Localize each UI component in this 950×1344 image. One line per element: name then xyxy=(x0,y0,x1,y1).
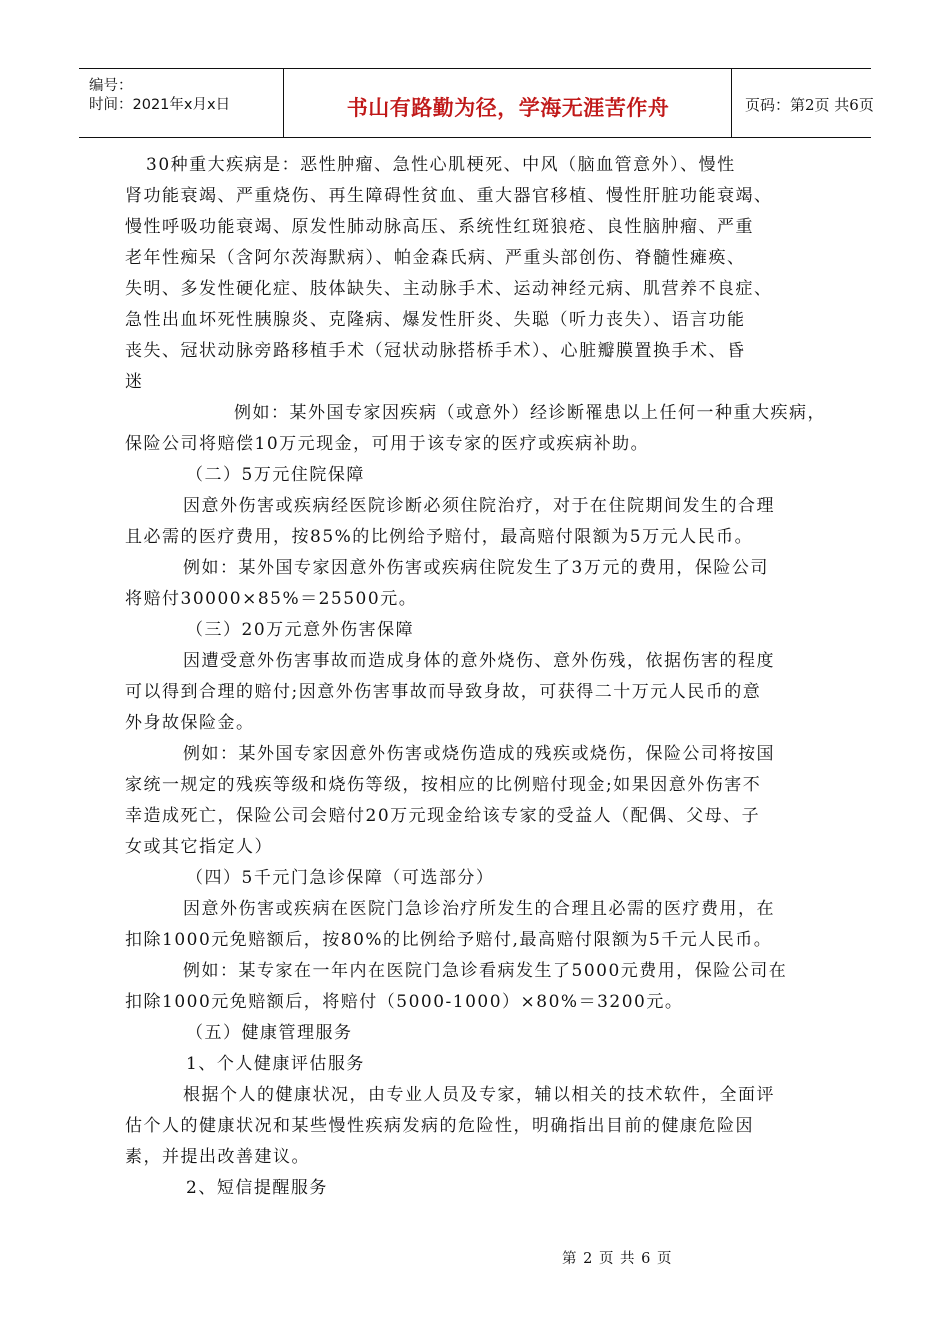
body-line: 可以得到合理的赔付;因意外伤害事故而导致身故，可获得二十万元人民币的意 xyxy=(125,682,762,702)
body-line: 因意外伤害或疾病在医院门急诊治疗所发生的合理且必需的医疗费用，在 xyxy=(183,899,775,919)
body-line: 女或其它指定人） xyxy=(125,837,273,857)
body-line: 例如：某专家在一年内在医院门急诊看病发生了5000元费用，保险公司在 xyxy=(183,961,788,981)
section-heading: （三）20万元意外伤害保障 xyxy=(186,620,415,640)
body-line: 根据个人的健康状况，由专业人员及专家，辅以相关的技术软件，全面评 xyxy=(183,1085,775,1105)
motto-text: 书山有路勤为径，学海无涯苦作舟 xyxy=(346,96,670,120)
body-line: 例如：某外国专家因意外伤害或疾病住院发生了3万元的费用，保险公司 xyxy=(183,558,769,578)
body-line: 老年性痴呆（含阿尔茨海默病）、帕金森氏病、严重头部创伤、脊髓性瘫痪、 xyxy=(125,248,746,268)
document-body xyxy=(125,150,826,1204)
header-table xyxy=(79,68,874,138)
subsection-heading: 2、短信提醒服务 xyxy=(186,1178,328,1198)
body-line: 迷 xyxy=(125,372,144,392)
section-heading: （四）5千元门急诊保障（可选部分） xyxy=(186,868,495,888)
footer-page-number: 第 2 页 共 6 页 xyxy=(562,1251,673,1267)
body-line: 扣除1000元免赔额后，按80%的比例给予赔付,最高赔付限额为5千元人民币。 xyxy=(125,930,773,950)
body-line: 例如：某外国专家因意外伤害或烧伤造成的残疾或烧伤，保险公司将按国 xyxy=(183,744,775,764)
body-line: 例如：某外国专家因疾病（或意外）经诊断罹患以上任何一种重大疾病， xyxy=(234,403,826,423)
header-page-number: 页码：第2页 共6页 xyxy=(745,96,874,114)
header-page-cell xyxy=(733,69,874,137)
body-line: 急性出血坏死性胰腺炎、克隆病、爆发性肝炎、失聪（听力丧失）、语言功能 xyxy=(125,310,746,330)
body-line: 肾功能衰竭、严重烧伤、再生障碍性贫血、重大器官移植、慢性肝脏功能衰竭、 xyxy=(125,186,773,206)
body-line: 因意外伤害或疾病经医院诊断必须住院治疗，对于在住院期间发生的合理 xyxy=(183,496,775,516)
body-line: 素，并提出改善建议。 xyxy=(125,1147,310,1167)
body-line: 丧失、冠状动脉旁路移植手术（冠状动脉搭桥手术）、心脏瓣膜置换手术、昏 xyxy=(125,341,746,361)
header-meta-cell xyxy=(79,69,284,137)
body-line: 估个人的健康状况和某些慢性疾病发病的危险性，明确指出目前的健康危险因 xyxy=(125,1116,754,1136)
body-line: 外身故保险金。 xyxy=(125,713,255,733)
date-label: 时间：2021年x月x日 xyxy=(89,97,231,113)
header-motto-cell xyxy=(285,69,732,137)
body-line: 保险公司将赔偿10万元现金，可用于该专家的医疗或疾病补助。 xyxy=(125,434,650,454)
body-line: 30种重大疾病是：恶性肿瘤、急性心肌梗死、中风（脑血管意外）、慢性 xyxy=(146,155,736,175)
body-line: 失明、多发性硬化症、肢体缺失、主动脉手术、运动神经元病、肌营养不良症、 xyxy=(125,279,773,299)
serial-number-label: 编号： xyxy=(89,78,133,94)
body-line: 且必需的医疗费用，按85%的比例给予赔付，最高赔付限额为5万元人民币。 xyxy=(125,527,754,547)
section-heading: （五）健康管理服务 xyxy=(186,1023,353,1043)
subsection-heading: 1、个人健康评估服务 xyxy=(186,1054,365,1074)
body-line: 家统一规定的残疾等级和烧伤等级，按相应的比例赔付现金;如果因意外伤害不 xyxy=(125,775,762,795)
body-line: 慢性呼吸功能衰竭、原发性肺动脉高压、系统性红斑狼疮、良性脑肿瘤、严重 xyxy=(125,217,754,237)
body-line: 幸造成死亡，保险公司会赔付20万元现金给该专家的受益人（配偶、父母、子 xyxy=(125,806,761,826)
body-line: 因遭受意外伤害事故而造成身体的意外烧伤、意外伤残，依据伤害的程度 xyxy=(183,651,775,671)
body-line: 扣除1000元免赔额后，将赔付（5000-1000）×80%＝3200元。 xyxy=(125,992,684,1012)
section-heading: （二）5万元住院保障 xyxy=(186,465,365,485)
body-line: 将赔付30000×85%＝25500元。 xyxy=(125,589,418,609)
